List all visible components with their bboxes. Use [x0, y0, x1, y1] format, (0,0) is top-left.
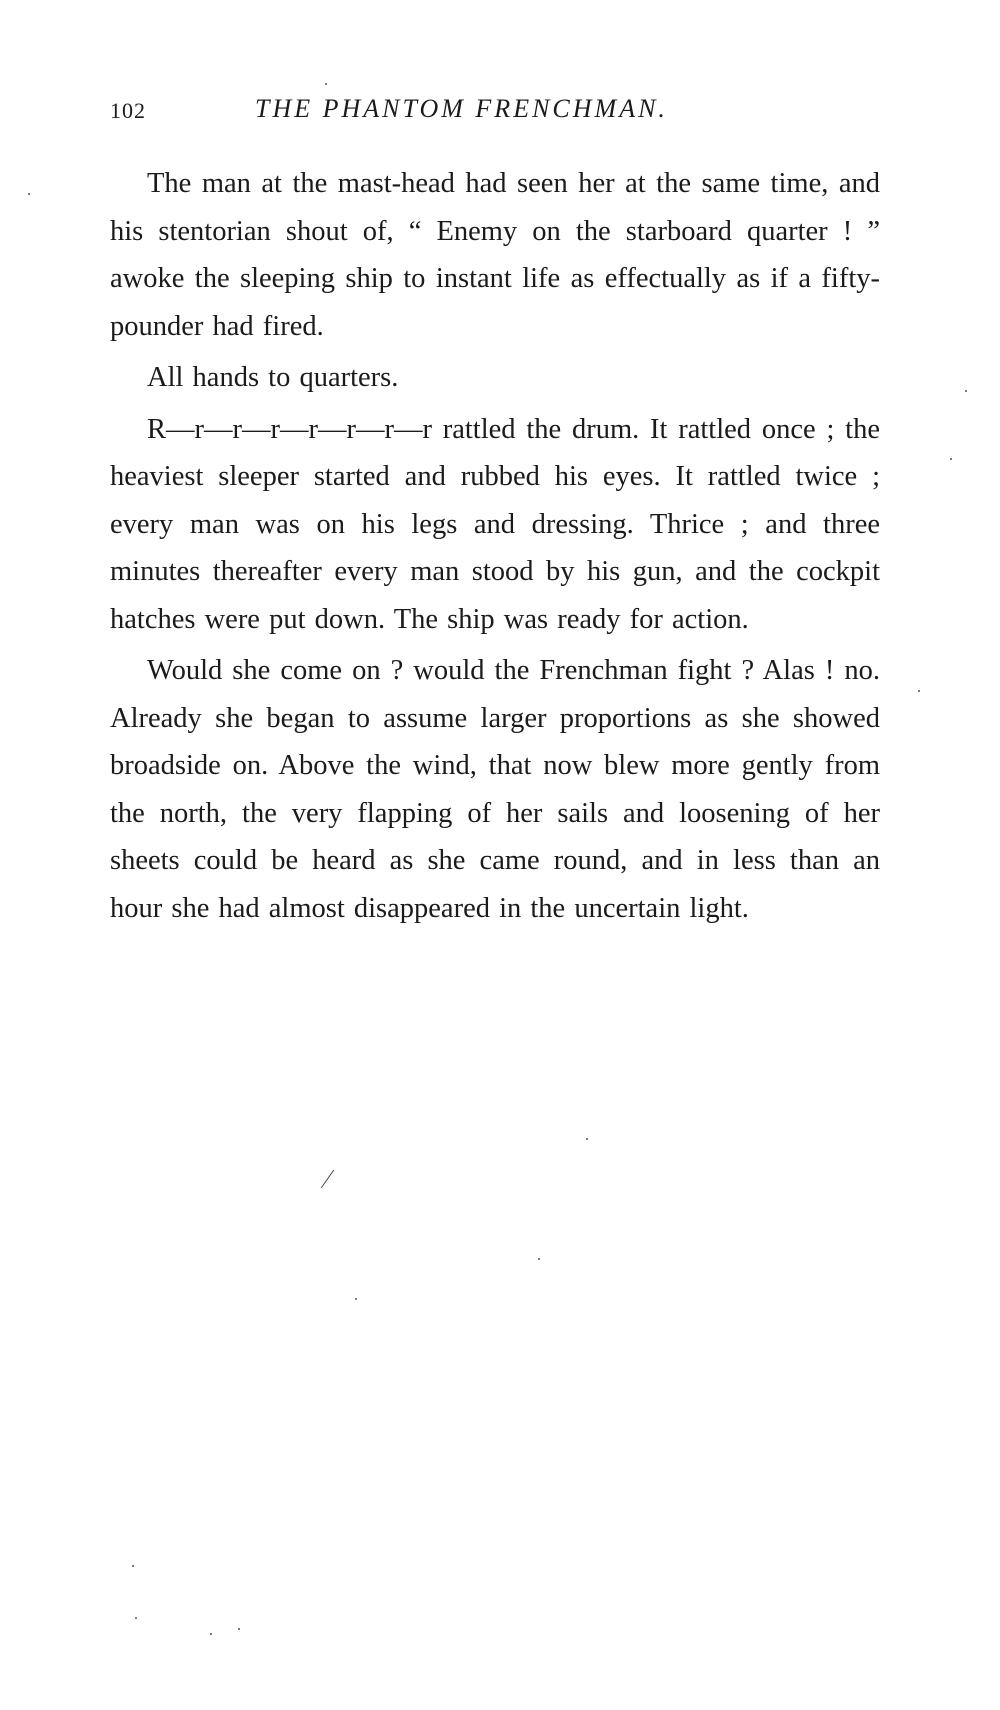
speck	[586, 1138, 588, 1140]
speck	[210, 1633, 212, 1635]
speck	[965, 390, 967, 392]
speck	[538, 1258, 540, 1260]
paragraph: Would she come on ? would the Frenchman fight ? Alas ! no. Already she began to assume larger proportions as she showed broadside on. Above the wind, that now blew more gently from the north, the very flapping of her sails and loosening of her sheets could be heard as she came round, and in less than an hour she had almost disappeared in the uncertain light.	[110, 655, 880, 924]
speck	[238, 1628, 240, 1630]
page-number: 102	[110, 98, 146, 123]
paragraph: The man at the mast-head had seen her at the same time, and his stentorian shout of, “ Enemy on the starboard quarter ! ” awoke the sleeping ship to instant life as effectually as if a fifty-pounder had fired.	[110, 168, 880, 342]
speck	[950, 458, 952, 460]
speck	[132, 1565, 134, 1567]
speck	[325, 83, 327, 85]
speck	[355, 1298, 357, 1300]
paragraph: R—r—r—r—r—r—r—r rattled the drum. It rattled once ; the heaviest sleeper started and rubbed his eyes. It rattled twice ; every man was on his legs and dressing. Thrice ; and three minutes thereafter every man stood by his gun, and the cockpit hatches were put down. The ship was ready for action.	[110, 413, 880, 635]
speck	[918, 690, 920, 692]
speck	[135, 1617, 137, 1619]
running-title: THE PHANTOM FRENCHMAN.	[255, 94, 668, 123]
body-text	[110, 160, 880, 936]
speck	[28, 193, 30, 195]
ink-mark	[321, 1170, 334, 1189]
paragraph: All hands to quarters.	[147, 362, 399, 393]
